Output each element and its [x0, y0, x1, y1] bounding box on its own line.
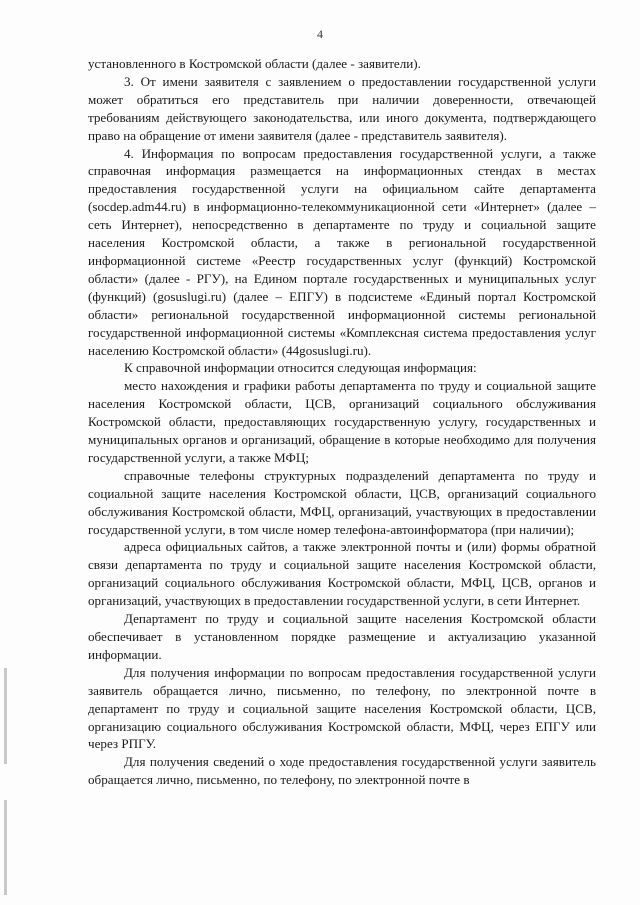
paragraph: справочные телефоны структурных подразделений департамента по труду и социальной защите населения Костромской области, ЦСВ, организаций социального обслуживания Костромской области, МФЦ, организаций, участвующих в предоставлении государственной услуги, в том числе номер телефона-автоинформатора (при наличии);	[88, 467, 596, 537]
page-number: 4	[317, 27, 323, 41]
scan-margin-mark	[4, 668, 7, 764]
paragraph: место нахождения и графики работы департамента по труду и социальной защите населения Костромской области, ЦСВ, организаций социального обслуживания Костромской области, предоставляющих государственную услугу, государственных и муниципальных органов и организаций, обращение в которые необходимо для получения государственной услуги, а также МФЦ;	[88, 378, 596, 465]
paragraph: Для получения информации по вопросам предоставления государственной услуги заявитель обращается лично, письменно, по телефону, по электронной почте в департамент по труду и социальной защите населения Костромской области, ЦСВ, организацию социального обслуживания Костромской области, МФЦ, через ЕПГУ или через РПГУ.	[88, 664, 596, 752]
paragraph: установленного в Костромской области (далее - заявители).	[88, 56, 421, 71]
paragraph: 3. От имени заявителя с заявлением о предоставлении государственной услуги может обратиться его представитель при наличии доверенности, отвечающей требованиям действующего законодательства, или иного документа, подтверждающего право на обращение от имени заявителя (далее - представитель заявителя).	[88, 73, 596, 143]
paragraph: Департамент по труду и социальной защите населения Костромской области обеспечивает в установленном порядке размещение и актуализацию указанной информации.	[88, 611, 596, 662]
paragraph: адреса официальных сайтов, а также электронной почты и (или) формы обратной связи департамента по труду и социальной защите населения Костромской области, организаций социального обслуживания Костромской области, МФЦ, ЦСВ, органов и организаций, участвующих в предоставлении государственной услуги, в сети Интернет.	[88, 539, 596, 609]
document-body	[88, 55, 596, 789]
paragraph: К справочной информации относится следующая информация:	[124, 360, 477, 376]
scan-margin-mark	[4, 800, 7, 895]
paragraph: 4. Информация по вопросам предоставления государственной услуги, а также справочная информация размещается на информационных стендах в местах предоставления государственной услуги на официальном сайте департамента (socdep.adm44.ru) в информационно-телекоммуникационной сети «Интернет» (далее – сеть Интернет), непосредственно в департаменте по труду и социальной защите населения Костромской области, а также в региональной государственной информационной системе «Реестр государственных услуг (функций) Костромской области» (далее - РГУ), на Едином портале государственных и муниципальных услуг (функций) (gosuslugi.ru) (далее – ЕПГУ) в подсистеме «Единый портал Костромской области» региональной государственной информационной системы региональной государственной информационной системы «Комплексная система предоставления услуг населению Костромской области» (44gosuslugi.ru).	[88, 145, 596, 358]
paragraph: Для получения сведений о ходе предоставления государственной услуги заявитель обращается лично, письменно, по телефону, по электронной почте в	[88, 754, 596, 788]
